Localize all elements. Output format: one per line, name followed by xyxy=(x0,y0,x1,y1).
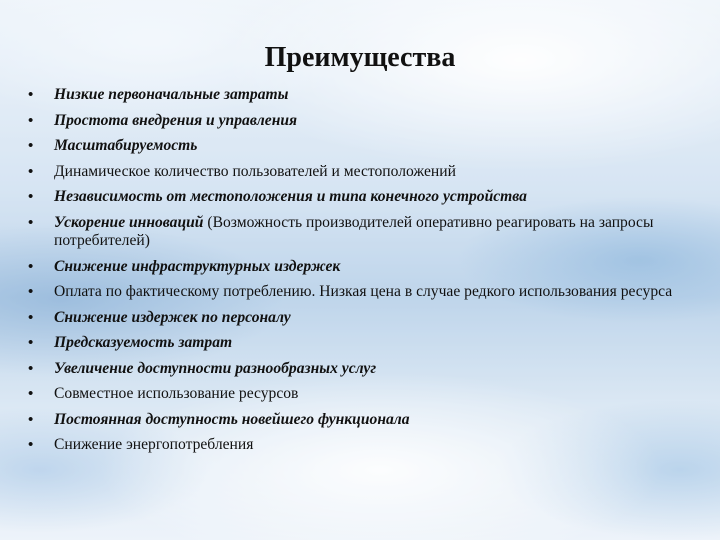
item-text: (Возможность производителей оперативно реагировать на запросы потребителей) xyxy=(54,213,654,249)
list-item xyxy=(24,188,694,207)
bullet-icon: • xyxy=(28,309,34,326)
item-emphasis: Предсказуемость затрат xyxy=(54,334,233,351)
bullet-icon: • xyxy=(28,189,34,205)
bullet-icon: • xyxy=(28,284,34,300)
bullet-icon: • xyxy=(28,112,34,129)
bullet-icon: • xyxy=(28,138,34,154)
item-emphasis: Постоянная доступность новейшего функционала xyxy=(54,410,410,428)
bullet-icon: • xyxy=(28,360,34,377)
slide-title xyxy=(0,42,720,74)
list-item xyxy=(24,309,694,328)
item-text: Оплата по фактическому потреблению. Низкая цена в случае редкого использования ресурса xyxy=(54,283,673,300)
list-item xyxy=(24,112,694,131)
list-item xyxy=(24,137,694,156)
bullet-icon: • xyxy=(28,258,34,275)
bullet-icon: • xyxy=(28,163,34,180)
list-item xyxy=(24,385,694,404)
item-emphasis: Увеличение доступности разнообразных услуг xyxy=(54,359,377,377)
item-emphasis: Масштабируемость xyxy=(54,137,198,154)
item-emphasis: Ускорение инноваций xyxy=(54,213,204,231)
slide-title-text: Преимущества xyxy=(264,42,456,73)
item-text: Снижение энергопотребления xyxy=(54,436,254,453)
list-item xyxy=(24,163,694,182)
list-item xyxy=(24,436,694,455)
item-emphasis: Снижение издержек по персоналу xyxy=(54,308,291,326)
bullet-icon: • xyxy=(28,437,34,453)
list-item xyxy=(24,334,694,353)
list-item xyxy=(24,360,694,379)
list-item xyxy=(24,214,694,251)
bullet-icon: • xyxy=(28,411,34,428)
item-text: Динамическое количество пользователей и местоположений xyxy=(54,162,456,180)
bullet-icon: • xyxy=(28,335,34,351)
bullet-icon: • xyxy=(28,87,34,103)
item-emphasis: Снижение инфраструктурных издержек xyxy=(54,257,341,275)
item-emphasis: Простота внедрения и управления xyxy=(54,111,298,129)
bullet-icon: • xyxy=(28,386,34,402)
item-emphasis: Низкие первоначальные затраты xyxy=(54,86,289,103)
advantages-list xyxy=(24,86,694,462)
item-text: Совместное использование ресурсов xyxy=(54,385,299,402)
list-item xyxy=(24,86,694,105)
bullet-icon: • xyxy=(28,214,34,231)
list-item xyxy=(24,411,694,430)
list-item xyxy=(24,258,694,277)
list-item xyxy=(24,283,694,302)
item-emphasis: Независимость от местоположения и типа конечного устройства xyxy=(54,188,527,205)
